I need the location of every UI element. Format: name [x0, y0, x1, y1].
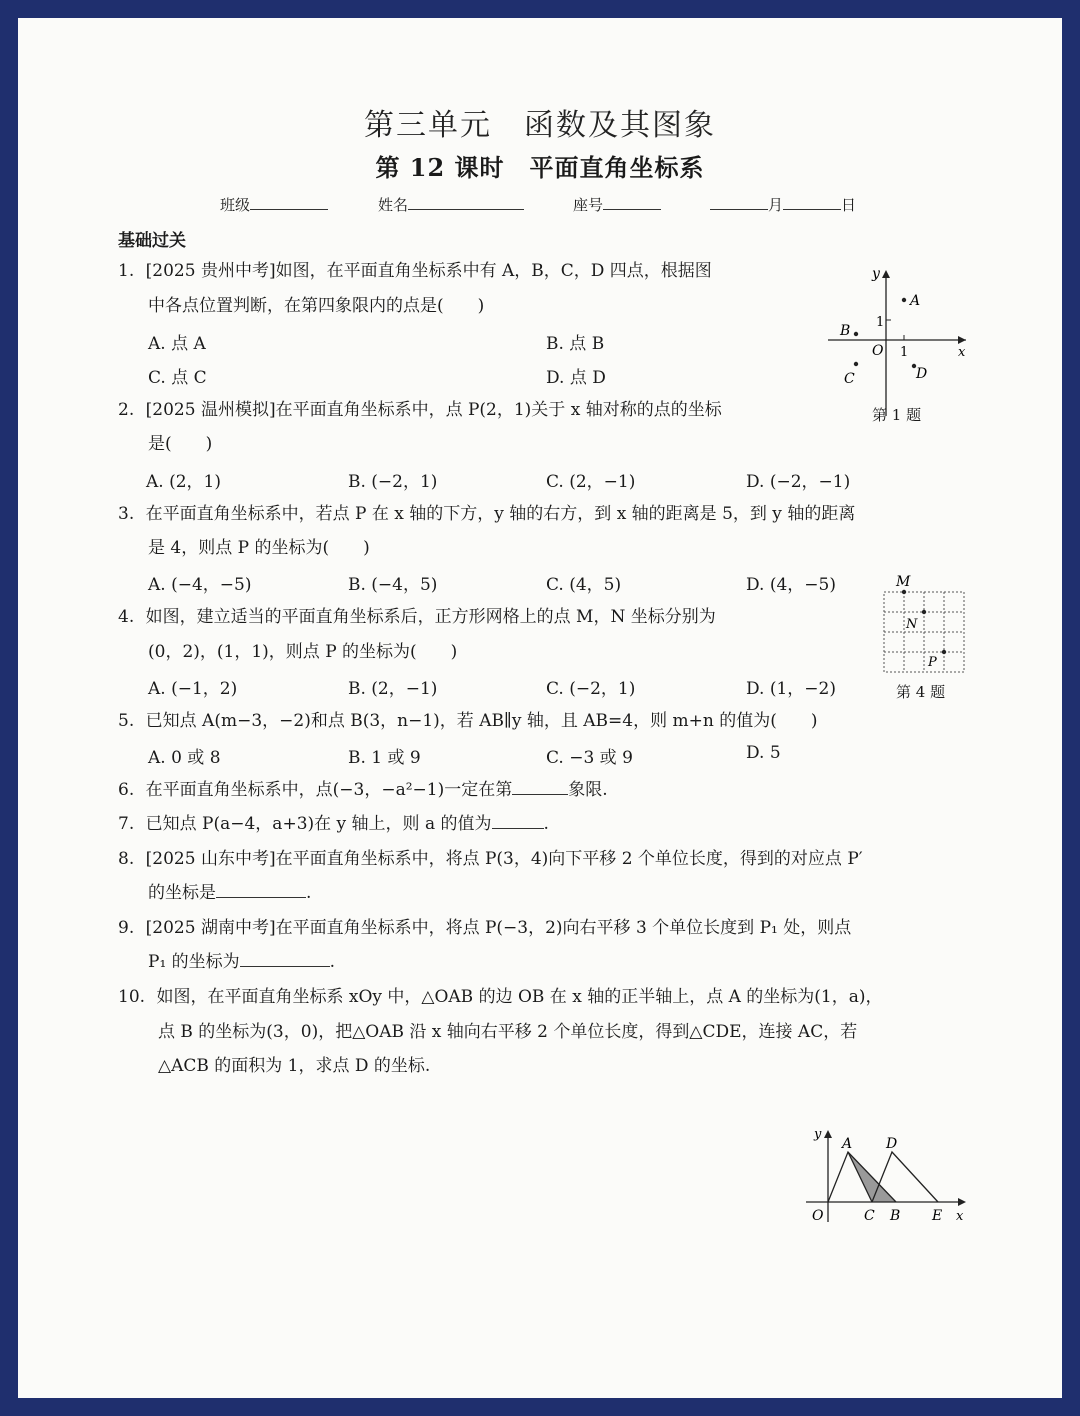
seat-field: 座号	[573, 194, 661, 215]
date-field: 月 日	[710, 194, 856, 215]
q9-answer-blank[interactable]	[240, 950, 330, 967]
q1-option-c: C. 点 C	[148, 368, 207, 388]
q1-option-a: A. 点 A	[148, 334, 206, 354]
q3-option-c: C. (4，5)	[546, 575, 622, 595]
question-8: 8. [2025 山东中考]在平面直角坐标系中，将点 P(3，4)向下平移 2 个单位长度，得到的对应点 P′	[118, 849, 863, 869]
q5-option-b: B. 1 或 9	[348, 748, 421, 768]
fig10-x-label: x	[956, 1209, 964, 1224]
fig1-tick-x: 1	[900, 345, 909, 360]
q6-answer-blank[interactable]	[512, 778, 568, 795]
question-10-line3: △ACB 的面积为 1，求点 D 的坐标.	[158, 1056, 431, 1076]
lesson-subtitle: 第 12 课时 平面直角坐标系	[375, 153, 705, 182]
fig10-label-a: A	[842, 1136, 853, 1152]
question-9: 9. [2025 湖南中考]在平面直角坐标系中，将点 P(−3，2)向右平移 3 个单位长度到 P₁ 处，则点	[118, 918, 852, 938]
fig1-point-a	[902, 298, 906, 302]
question-4: 4. 如图，建立适当的平面直角坐标系后，正方形网格上的点 M，N 坐标分别为	[118, 607, 716, 627]
question-8-line2: 的坐标是 .	[148, 883, 312, 903]
figure-10-triangles	[798, 1122, 968, 1232]
q8-answer-blank[interactable]	[216, 881, 306, 898]
question-1-line2: 中各点位置判断，在第四象限内的点是( )	[148, 296, 485, 316]
figure-1-coordinate-plane	[818, 258, 978, 428]
q5-option-d: D. 5	[746, 743, 781, 763]
q4-option-a: A. (−1，2)	[148, 679, 238, 699]
fig10-y-label: y	[814, 1127, 822, 1142]
q2-option-d: D. (−2，−1)	[746, 472, 851, 492]
class-field: 班级	[220, 194, 328, 215]
q3-option-b: B. (−4，5)	[348, 575, 438, 595]
q3-option-a: A. (−4，−5)	[148, 575, 252, 595]
q2-option-c: C. (2，−1)	[546, 472, 636, 492]
fig1-point-b	[854, 332, 858, 336]
question-2: 2. [2025 温州模拟]在平面直角坐标系中，点 P(2，1)关于 x 轴对称的点的坐标	[118, 400, 722, 420]
fig1-label-a: A	[910, 293, 921, 309]
question-2-line2: 是( )	[148, 434, 213, 454]
fig10-label-c: C	[864, 1208, 875, 1224]
fig4-point-p	[942, 650, 946, 654]
question-10-line2: 点 B 的坐标为(3，0)，把△OAB 沿 x 轴向右平移 2 个单位长度，得到△CDE，连接 AC，若	[158, 1022, 858, 1042]
q1-option-d: D. 点 D	[546, 368, 606, 388]
fig1-label-b: B	[840, 323, 851, 339]
q4-option-b: B. (2，−1)	[348, 679, 438, 699]
fig10-label-d: D	[886, 1136, 898, 1152]
fig10-label-b: B	[890, 1208, 901, 1224]
figure-1-caption: 第 1 题	[872, 406, 922, 424]
question-4-line2: (0，2)，(1，1)，则点 P 的坐标为( )	[148, 642, 458, 662]
q3-option-d: D. (4，−5)	[746, 575, 836, 595]
fig1-origin: O	[872, 343, 884, 359]
fig4-point-m	[902, 590, 906, 594]
question-6: 6. 在平面直角坐标系中，点(−3，−a²−1)一定在第 象限.	[118, 780, 608, 800]
question-1: 1. [2025 贵州中考]如图，在平面直角坐标系中有 A，B，C，D 四点，根据图	[118, 261, 712, 281]
question-9-line2: P₁ 的坐标为 .	[148, 952, 336, 972]
q5-option-c: C. −3 或 9	[546, 748, 633, 768]
fig1-x-label: x	[958, 345, 966, 360]
q7-answer-blank[interactable]	[492, 812, 544, 829]
fig1-y-label: y	[872, 266, 880, 282]
fig1-tick-y: 1	[876, 315, 885, 330]
fig4-label-m: M	[896, 574, 911, 590]
question-10: 10. 如图，在平面直角坐标系 xOy 中，△OAB 的边 OB 在 x 轴的正半轴上，点 A 的坐标为(1，a)，	[118, 987, 883, 1007]
fig10-label-e: E	[932, 1208, 943, 1224]
fig1-label-c: C	[844, 371, 855, 387]
fig10-origin: O	[812, 1208, 824, 1224]
question-7: 7. 已知点 P(a−4，a+3)在 y 轴上，则 a 的值为 .	[118, 814, 549, 834]
question-5: 5. 已知点 A(m−3，−2)和点 B(3，n−1)，若 AB∥y 轴，且 AB=4，则 m+n 的值为( )	[118, 711, 818, 731]
q2-option-b: B. (−2，1)	[348, 472, 438, 492]
q4-option-d: D. (1，−2)	[746, 679, 836, 699]
name-field: 姓名	[378, 194, 524, 215]
q4-option-c: C. (−2，1)	[546, 679, 636, 699]
question-3: 3. 在平面直角坐标系中，若点 P 在 x 轴的下方，y 轴的右方，到 x 轴的距离是 5，到 y 轴的距离	[118, 504, 856, 524]
fig4-point-n	[922, 610, 926, 614]
figure-4-caption: 第 4 题	[896, 683, 946, 701]
fig1-point-c	[854, 362, 858, 366]
q1-option-b: B. 点 B	[546, 334, 605, 354]
q5-option-a: A. 0 或 8	[148, 748, 221, 768]
fig1-label-d: D	[916, 366, 928, 382]
question-3-line2: 是 4，则点 P 的坐标为( )	[148, 538, 370, 558]
worksheet-page	[18, 18, 1062, 1398]
section-heading: 基础过关	[118, 231, 186, 251]
q2-option-a: A. (2，1)	[146, 472, 221, 492]
fig4-label-n: N	[906, 617, 918, 632]
fig4-label-p: P	[928, 655, 937, 670]
page-title: 第三单元 函数及其图象	[364, 108, 716, 143]
